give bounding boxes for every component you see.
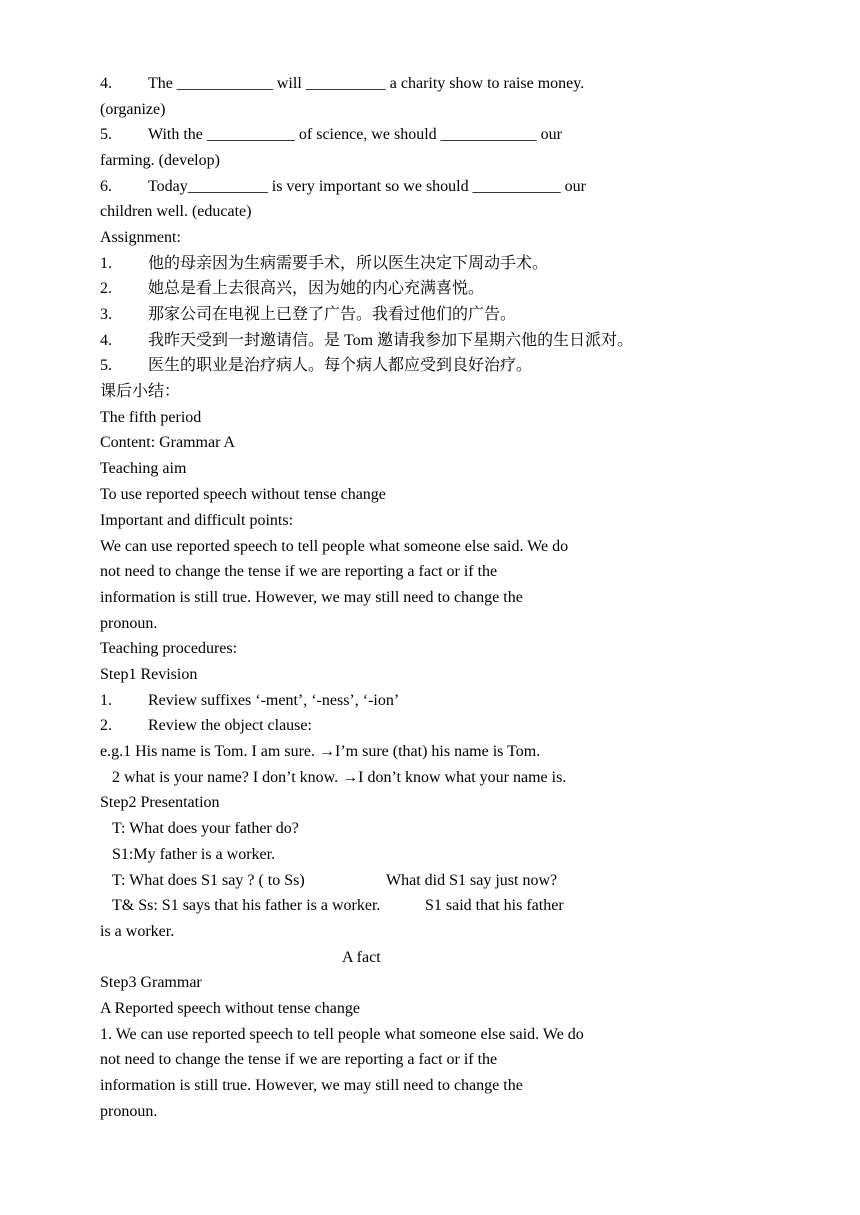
dialogue-line: T: What does your father do? <box>112 820 299 837</box>
grammar-text: pronoun. <box>100 1103 158 1120</box>
points-text: pronoun. <box>100 615 158 632</box>
points-heading: Important and difficult points: <box>100 512 294 529</box>
example-line: e.g.1 His name is Tom. I am sure. →I’m sure (that) his name is Tom. <box>100 743 541 760</box>
points-text: not need to change the tense if we are reporting a fact or if the <box>100 563 498 580</box>
exercise-hint: farming. (develop) <box>100 152 220 169</box>
dialogue-line: T: What does S1 say ? ( to Ss) <box>112 872 305 889</box>
exercise-text: Today__________ is very important so we should ___________ our <box>148 178 586 195</box>
grammar-heading: A Reported speech without tense change <box>100 1000 360 1017</box>
assignment-number: 5. <box>100 357 112 374</box>
aim-text: To use reported speech without tense change <box>100 486 386 503</box>
exercise-text: With the ___________ of science, we should ____________ our <box>148 126 562 143</box>
assignment-text: 她总是看上去很高兴，因为她的内心充满喜悦。 <box>148 280 485 297</box>
assignment-text: 我昨天受到一封邀请信。是 Tom 邀请我参加下星期六他的生日派对。 <box>148 332 634 349</box>
assignment-text: 他的母亲因为生病需要手术，所以医生决定下周动手术。 <box>148 255 549 272</box>
exercise-hint: children well. (educate) <box>100 203 252 220</box>
procedures-heading: Teaching procedures: <box>100 640 238 657</box>
assignment-text: 医生的职业是治疗病人。每个病人都应受到良好治疗。 <box>148 357 533 374</box>
step1-number: 2. <box>100 717 112 734</box>
step1-item <box>100 691 399 711</box>
exercise-number: 5. <box>100 126 112 143</box>
step1-heading: Step1 Revision <box>100 666 198 683</box>
exercise-number: 4. <box>100 75 112 92</box>
assignment-item <box>100 356 532 376</box>
grammar-text: information is still true. However, we may still need to change the <box>100 1077 523 1094</box>
assignment-item <box>100 305 516 325</box>
grammar-text: 1. We can use reported speech to tell people what someone else said. We do <box>100 1026 584 1043</box>
step3-heading: Step3 Grammar <box>100 974 202 991</box>
period-title: The fifth period <box>100 409 202 426</box>
assignment-number: 4. <box>100 332 112 349</box>
exercise-hint: (organize) <box>100 101 166 118</box>
assignment-number: 1. <box>100 255 112 272</box>
assignment-text: 那家公司在电视上已登了广告。我看过他们的广告。 <box>148 306 517 323</box>
dialogue-line: is a worker. <box>100 923 175 940</box>
summary-heading: 课后小结： <box>100 383 181 400</box>
example-line: 2 what is your name? I don’t know. →I don’t know what your name is. <box>112 769 567 786</box>
step1-item <box>100 716 312 736</box>
exercise-text: The ____________ will __________ a charity show to raise money. <box>148 75 585 92</box>
assignment-item <box>100 279 484 299</box>
exercise-item <box>100 125 562 145</box>
aim-heading: Teaching aim <box>100 460 187 477</box>
assignment-item <box>100 331 633 351</box>
fact-label: A fact <box>342 949 381 966</box>
dialogue-line: S1 said that his father <box>425 897 564 914</box>
assignment-heading: Assignment: <box>100 229 181 246</box>
step2-heading: Step2 Presentation <box>100 794 220 811</box>
dialogue-line: S1:My father is a worker. <box>112 846 276 863</box>
points-text: information is still true. However, we may still need to change the <box>100 589 523 606</box>
exercise-item <box>100 177 586 197</box>
dialogue-line: What did S1 say just now? <box>386 872 558 889</box>
points-text: We can use reported speech to tell people what someone else said. We do <box>100 538 569 555</box>
step1-number: 1. <box>100 692 112 709</box>
assignment-item <box>100 254 548 274</box>
dialogue-line: T& Ss: S1 says that his father is a worker. <box>112 897 381 914</box>
assignment-number: 3. <box>100 306 112 323</box>
assignment-number: 2. <box>100 280 112 297</box>
exercise-item <box>100 74 584 94</box>
step1-text: Review the object clause: <box>148 717 312 734</box>
content-line: Content: Grammar A <box>100 434 236 451</box>
step1-text: Review suffixes ‘-ment’, ‘-ness’, ‘-ion’ <box>148 692 400 709</box>
exercise-number: 6. <box>100 178 112 195</box>
grammar-text: not need to change the tense if we are reporting a fact or if the <box>100 1051 498 1068</box>
